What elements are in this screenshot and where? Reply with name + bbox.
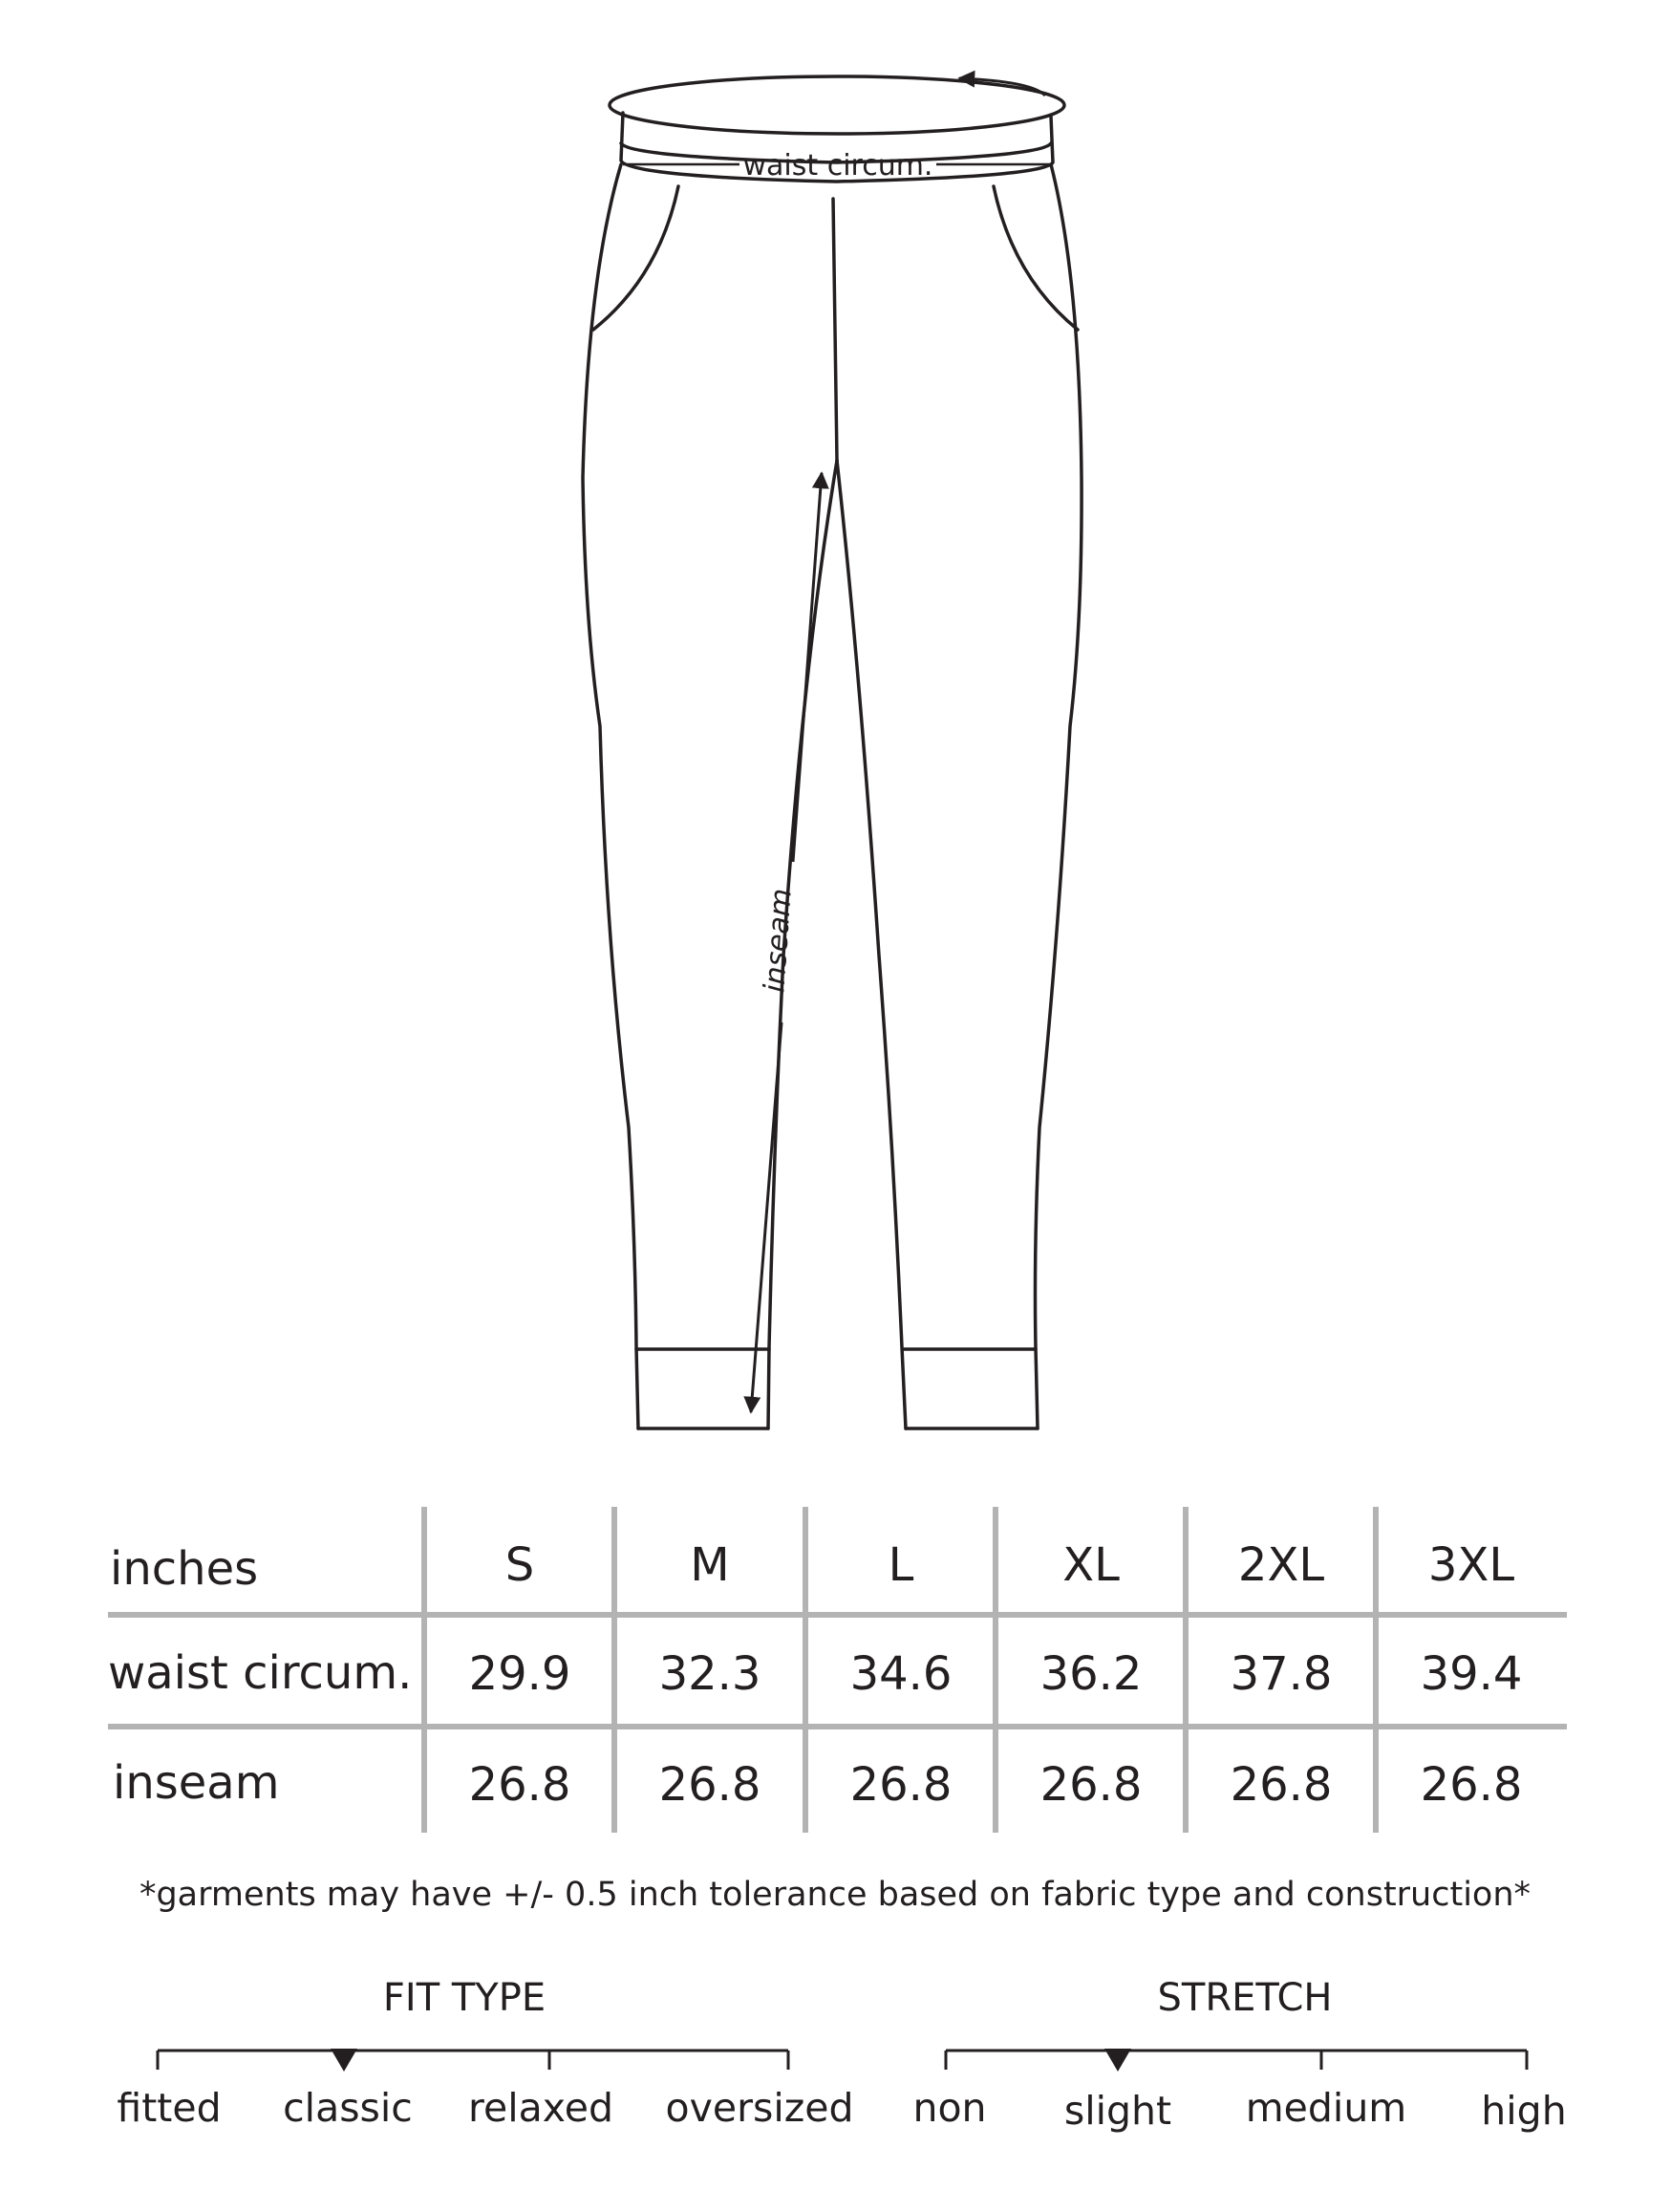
table-cell: 26.8	[658, 1758, 761, 1812]
row-label-inseam: inseam	[113, 1756, 280, 1810]
left-outer-seam	[583, 164, 638, 1428]
stretch-scale-line	[0, 2037, 1671, 2094]
tolerance-note: *garments may have +/- 0.5 inch tolerance based on fabric type and construction*	[139, 1876, 1532, 1914]
stretch-option: non	[912, 2085, 987, 2131]
left-cuff	[636, 1349, 769, 1428]
stretch-title: STRETCH	[1157, 1976, 1333, 2020]
table-cell: 26.8	[468, 1758, 571, 1812]
stretch-option: high	[1481, 2088, 1567, 2134]
center-front-seam	[833, 199, 837, 461]
size-header: 2XL	[1237, 1538, 1325, 1592]
stretch-selected-marker	[1104, 2049, 1131, 2072]
fit-type-option: relaxed	[468, 2085, 613, 2131]
size-header: M	[690, 1538, 730, 1592]
inseam-arrow-lower	[751, 1022, 782, 1412]
table-cell: 36.2	[1039, 1647, 1143, 1701]
size-header: 3XL	[1427, 1538, 1515, 1592]
table-cell: 39.4	[1420, 1647, 1523, 1701]
table-cell: 26.8	[1039, 1758, 1143, 1812]
table-cell: 26.8	[1420, 1758, 1523, 1812]
fit-type-option: oversized	[665, 2085, 854, 2131]
table-cell: 29.9	[468, 1647, 571, 1701]
fit-type-title: FIT TYPE	[382, 1976, 546, 2020]
right-cuff	[903, 1349, 1038, 1428]
size-header: L	[888, 1538, 914, 1592]
table-cell: 34.6	[849, 1647, 953, 1701]
right-inner-seam	[837, 461, 906, 1428]
unit-label: inches	[110, 1542, 259, 1596]
inseam-measure-label: inseam	[758, 887, 799, 994]
waist-opening-outline	[610, 76, 1064, 134]
fit-type-option: fitted	[117, 2085, 222, 2131]
stretch-option: slight	[1063, 2088, 1172, 2134]
inseam-arrow-upper	[793, 473, 822, 862]
table-cell: 37.8	[1230, 1647, 1333, 1701]
stretch-option: medium	[1245, 2085, 1407, 2131]
left-pocket	[593, 186, 678, 330]
right-outer-seam	[1036, 164, 1082, 1428]
table-cell: 26.8	[849, 1758, 953, 1812]
table-cell: 32.3	[658, 1647, 761, 1701]
table-cell: 26.8	[1230, 1758, 1333, 1812]
right-pocket	[994, 186, 1078, 330]
size-header: S	[504, 1538, 535, 1592]
size-header: XL	[1062, 1538, 1120, 1592]
row-label-waist: waist circum.	[108, 1646, 413, 1700]
waist-measure-label: waist circum.	[742, 149, 933, 183]
fit-type-option: classic	[283, 2085, 413, 2131]
